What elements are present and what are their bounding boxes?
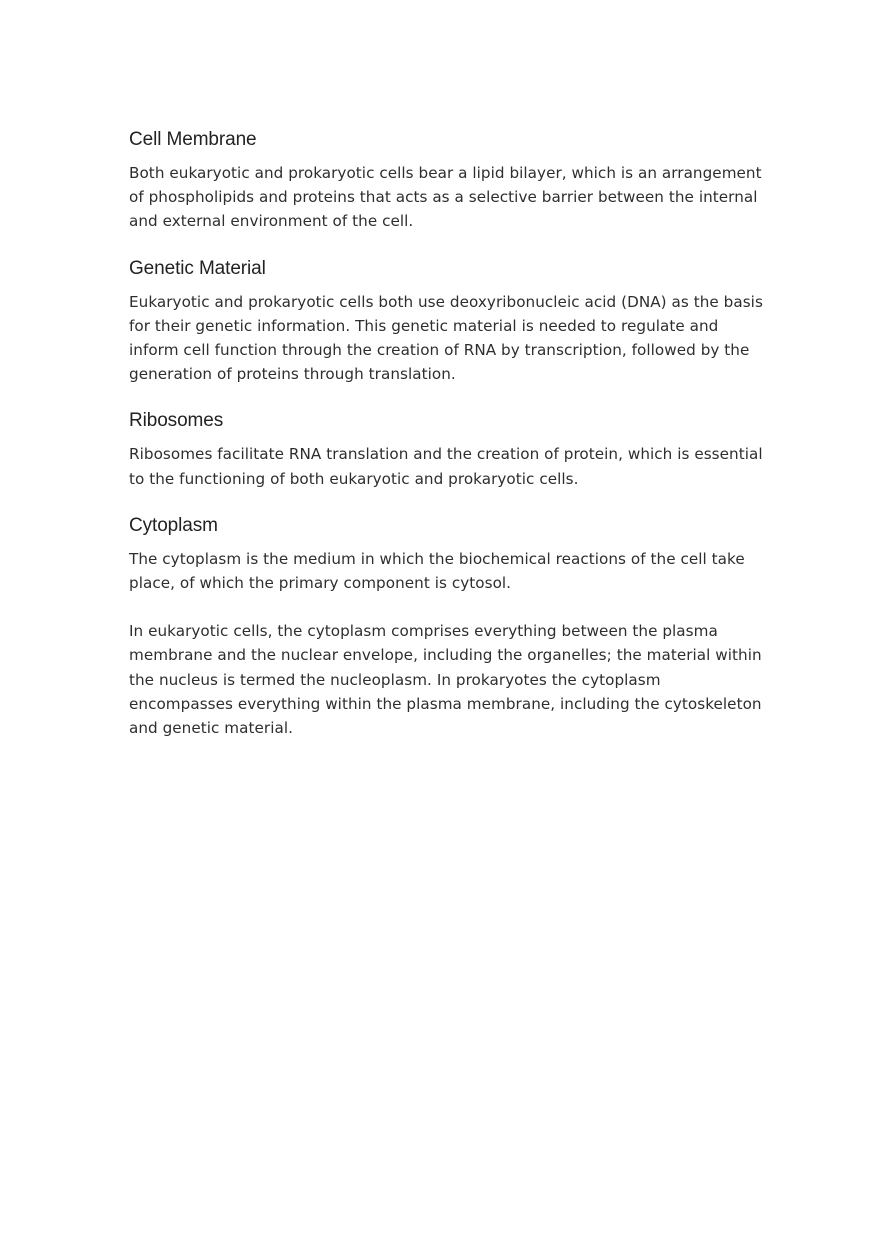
section-cytoplasm [129,514,769,740]
paragraph: Ribosomes facilitate RNA translation and the creation of protein, which is essential to the functioning of both eukaryotic and prokaryotic cells. [129,445,763,488]
paragraph: In eukaryotic cells, the cytoplasm comprises everything between the plasma membrane and the nuclear envelope, including the organelles; the material within the nucleus is termed the nucleoplasm. In prokaryotes the cytoplasm encompasses everything within the plasma membrane, including the cytoskeleton and genetic material. [129,622,762,738]
section-ribosomes [129,409,769,490]
paragraph: The cytoplasm is the medium in which the biochemical reactions of the cell take place, of which the primary component is cytosol. [129,549,745,593]
paragraph: Eukaryotic and prokaryotic cells both use deoxyribonucleic acid (DNA) as the basis for their genetic information. This genetic material is needed to regulate and inform cell function through the creation of RNA by transcription, followed by the generation of proteins through translation. [129,292,763,384]
section-heading: Ribosomes [129,410,224,432]
paragraph: Both eukaryotic and prokaryotic cells bear a lipid bilayer, which is an arrangement of phospholipids and proteins that acts as a selective barrier between the internal and external environment of the cell. [129,164,762,231]
section-heading: Cell Membrane [129,129,257,150]
section-cell-membrane [129,128,769,234]
document-page [129,128,769,763]
section-heading: Genetic Material [129,257,266,279]
section-heading: Cytoplasm [129,514,218,536]
section-genetic-material [129,257,769,387]
